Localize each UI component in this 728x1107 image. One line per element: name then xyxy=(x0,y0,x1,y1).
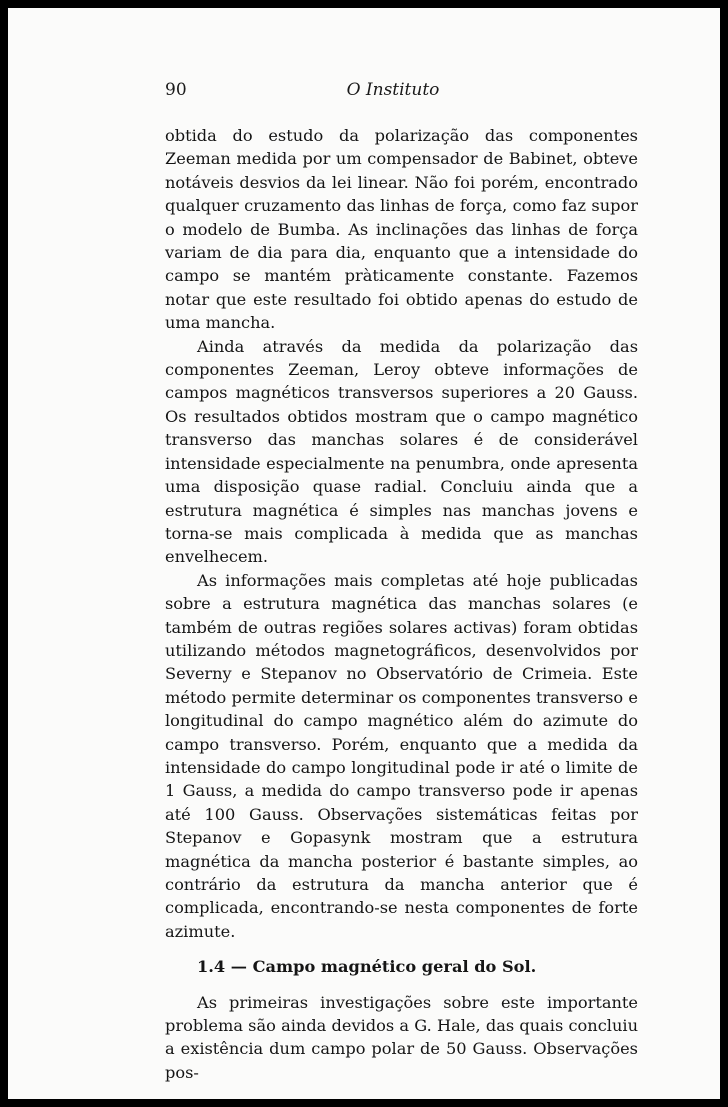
section-title: Campo magnético geral do Sol. xyxy=(252,957,537,977)
paragraph: Ainda através da medida da polarização das componentes Zeeman, Leroy obteve informações de campos magnéticos transversos superiores a 20 Gauss. Os resultados obtidos mostram que o campo magnético transverso das manchas solares é de considerável intensidade especialmente na penumbra, onde apresenta uma disposição quase radial. Concluiu ainda que a estrutura magnética é simples nas manchas jovens e torna-se mais complicada à medida que as manchas envelhecem. xyxy=(165,336,638,567)
paragraph: As informações mais completas até hoje publicadas sobre a estrutura magnética das manchas solares (e também de outras regiões solares activas) foram obtidas utilizando métodos magnetográficos, desenvolvidos por Severny e Stepanov no Observatório de Crimeia. Este método permite determinar os componentes transverso e longitudinal do campo magnético além do azimute do campo transverso. Porém, enquanto que a medida da intensidade do campo longitudinal pode ir até o limite de 1 Gauss, a medida do campo transverso pode ir apenas até 100 Gauss. Observações sistemáticas feitas por Stepanov e Gopasynk mostram que a estrutura magnética da mancha posterior é bastante simples, ao contrário da estrutura da mancha anterior que é complicada, encontrando-se nesta componentes de forte azimute. xyxy=(165,570,638,941)
page-header xyxy=(8,80,720,108)
paragraph: As primeiras investigações sobre este importante problema são ainda devidos a G. Hale, das quais concluiu a existência dum campo polar de 50 Gauss. Observações pos- xyxy=(165,992,638,1082)
body-text xyxy=(165,124,638,1084)
running-head: O Instituto xyxy=(346,80,440,100)
paragraph: obtida do estudo da polarização das componentes Zeeman medida por um compensador de Babinet, obteve notáveis desvios da lei linear. Não foi porém, encontrado qualquer cruzamento das linhas de força, como faz supor o modelo de Bumba. As inclinações das linhas de força variam de dia para dia, enquanto que a intensidade do campo se mantém pràticamente constante. Fazemos notar que este resultado foi obtido apenas do estudo de uma mancha. xyxy=(165,126,638,333)
book-page xyxy=(8,8,720,1099)
page-number: 90 xyxy=(165,80,187,100)
section-heading xyxy=(197,955,638,978)
section-separator: — xyxy=(225,957,253,977)
section-number: 1.4 xyxy=(197,957,226,977)
